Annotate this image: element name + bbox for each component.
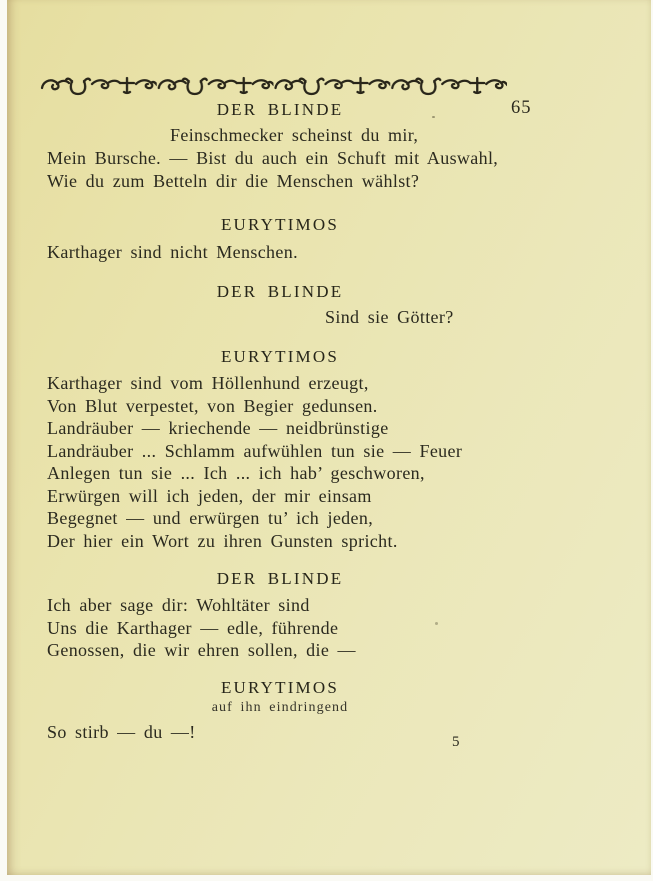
verse-line: Feinschmecker scheinst du mir, — [170, 125, 419, 145]
verse-line: Wie du zum Betteln dir die Menschen wählst? — [47, 171, 420, 191]
verse-line: Landräuber — kriechende — neidbrünstige — [47, 418, 389, 438]
verse-line: Erwürgen will ich jeden, der mir einsam — [47, 485, 372, 506]
verse-line: Anlegen tun sie ... Ich ... ich hab’ geschworen, — [47, 463, 425, 483]
verse-line: So stirb — du —! — [47, 722, 196, 742]
verse-line: Karthager sind vom Höllenhund erzeugt, — [47, 373, 369, 393]
speaker-heading: EURYTIMOS — [220, 215, 340, 234]
paper-speck — [432, 116, 435, 118]
speaker-heading: DER BLINDE — [216, 569, 344, 588]
verse-line: Uns die Karthager — edle, führende — [47, 617, 339, 638]
signature-mark: 5 — [452, 734, 460, 750]
verse-line: Von Blut verpestet, von Begier gedunsen. — [47, 395, 378, 416]
verse-line: Begegnet — und erwürgen tu’ ich jeden, — [47, 508, 374, 528]
speaker-heading: DER BLINDE — [216, 100, 344, 119]
speaker-heading: DER BLINDE — [216, 282, 344, 301]
fleuron-border-svg — [40, 76, 507, 96]
fleuron-border-ornament — [40, 76, 507, 96]
verse-line: Genossen, die wir ehren sollen, die — — [47, 640, 356, 660]
stage-direction: auf ihn eindringend — [211, 700, 349, 715]
verse-block — [47, 372, 462, 552]
verse-line: Der hier ein Wort zu ihren Gunsten spricht. — [47, 530, 398, 551]
verse-block — [47, 594, 356, 662]
paper-speck — [435, 622, 438, 625]
verse-line: Sind sie Götter? — [325, 307, 454, 327]
page-number: 65 — [511, 98, 532, 118]
speaker-heading: EURYTIMOS — [220, 347, 340, 366]
verse-line: Karthager sind nicht Menschen. — [47, 242, 298, 262]
verse-line: Ich aber sage dir: Wohltäter sind — [47, 595, 310, 615]
speaker-heading: EURYTIMOS — [220, 678, 340, 697]
verse-line: Landräuber ... Schlamm aufwühlen tun sie — Feuer — [47, 440, 463, 461]
verse-line: Mein Bursche. — Bist du auch ein Schuft mit Auswahl, — [47, 148, 499, 168]
